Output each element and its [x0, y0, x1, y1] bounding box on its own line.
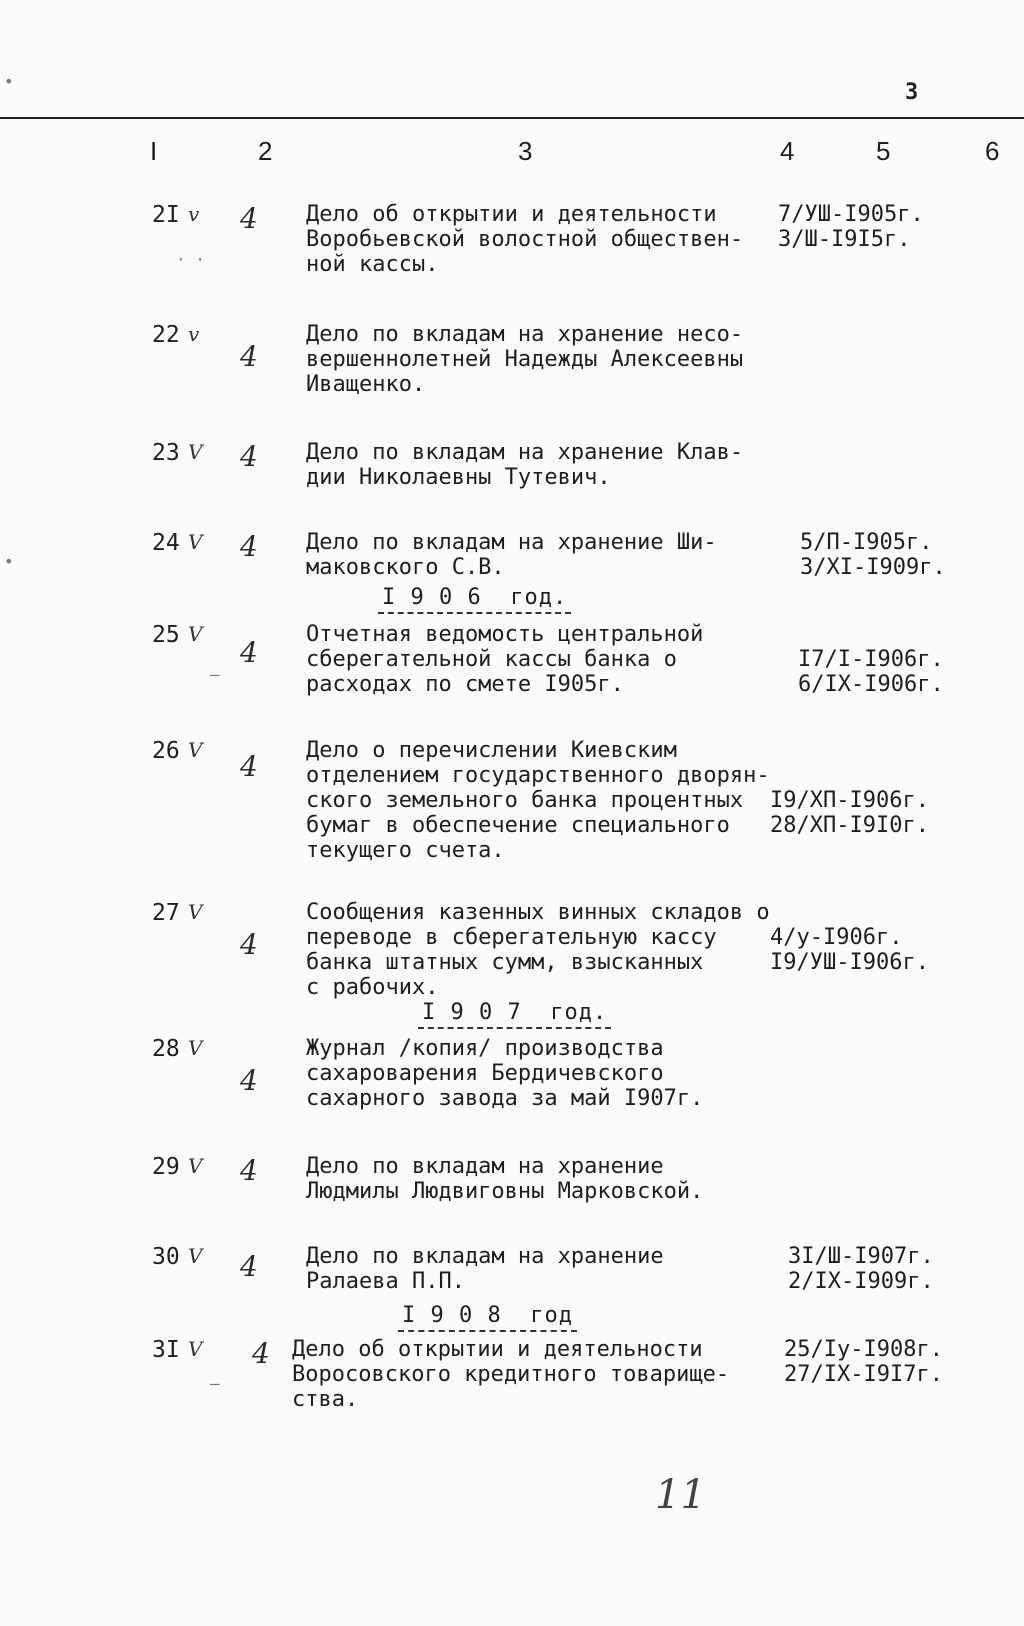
- entry-description: Дело по вкладам на хранение Клав- дии Николаевны Тутевич.: [306, 440, 744, 490]
- entry-description: Дело об открытии и деятельности Воробьевской волостной обществен- ной кассы.: [306, 202, 744, 277]
- year-heading-text: I 9 0 7 год.: [418, 1000, 611, 1029]
- handwritten-mark: 4: [240, 530, 258, 563]
- check-mark-icon: V: [188, 1154, 203, 1178]
- entry-number: 3I: [152, 1337, 180, 1363]
- column-header: 5: [876, 136, 891, 166]
- page-number: 3: [905, 80, 920, 105]
- entry-description: Дело по вкладам на хранение Ши- маковского С.В.: [306, 530, 717, 580]
- entry-number: 23: [152, 440, 180, 466]
- handwritten-mark: 4: [240, 636, 258, 669]
- year-heading-text: I 9 0 6 год.: [378, 585, 571, 614]
- check-mark-icon: V: [188, 1036, 203, 1060]
- entry-description: Дело об открытии и деятельности Воросовского кредитного товарище- ства.: [292, 1337, 730, 1412]
- scan-speck-icon: –: [210, 1374, 220, 1393]
- check-mark-icon: v: [188, 202, 200, 226]
- entry-number: 26: [152, 738, 180, 764]
- scan-speck-icon: •: [4, 552, 14, 571]
- handwritten-mark: 4: [240, 1154, 258, 1187]
- entry-number: 25: [152, 622, 180, 648]
- handwritten-mark: 4: [240, 1064, 258, 1097]
- column-header: 3: [518, 136, 533, 166]
- entry-number: 28: [152, 1036, 180, 1062]
- year-heading: [378, 585, 571, 610]
- year-heading: [398, 1303, 577, 1328]
- entry-description: Сообщения казенных винных складов о переводе в сберегательную кассу банка штатных сумм, взысканных с рабочих.: [306, 900, 770, 1000]
- entry-dates: 5/П-I905г. 3/XI-I909г.: [800, 530, 946, 580]
- entry-dates: 25/Iу-I908г. 27/IХ-I9I7г.: [784, 1337, 943, 1387]
- entry-number: 27: [152, 900, 180, 926]
- handwritten-mark: 4: [240, 202, 258, 235]
- handwritten-mark: 4: [240, 750, 258, 783]
- year-heading-text: I 9 0 8 год: [398, 1303, 577, 1332]
- column-header: 4: [780, 136, 795, 166]
- entry-description: Журнал /копия/ производства сахароварения Бердичевского сахарного завода за май I907г.: [306, 1036, 704, 1111]
- handwritten-mark: 4: [240, 928, 258, 961]
- check-mark-icon: V: [188, 530, 203, 554]
- entry-description: Дело о перечислении Киевским отделением государственного дворян- ского земельного банка процентных бумаг в обеспечение специального текущего счета.: [306, 738, 770, 863]
- scan-speck-icon: –: [210, 665, 220, 684]
- handwritten-mark: 4: [240, 440, 258, 473]
- check-mark-icon: V: [188, 1337, 203, 1361]
- check-mark-icon: v: [188, 322, 200, 346]
- entry-description: Отчетная ведомость центральной сберегательной кассы банка о расходах по смете I905г.: [306, 622, 704, 697]
- entry-number: 22: [152, 322, 180, 348]
- entry-dates: I7/I-I906г. 6/IХ-I906г.: [798, 647, 944, 697]
- check-mark-icon: V: [188, 622, 203, 646]
- entry-number: 2I: [152, 202, 180, 228]
- entry-number: 30: [152, 1244, 180, 1270]
- scan-speck-icon: · ·: [176, 250, 205, 269]
- check-mark-icon: V: [188, 440, 203, 464]
- entry-description: Дело по вкладам на хранение несо- вершеннолетней Надежды Алексеевны Иващенко.: [306, 322, 744, 397]
- handwritten-signature: 11: [655, 1472, 706, 1518]
- handwritten-mark: 4: [240, 340, 258, 373]
- entry-dates: 7/УШ-I905г. 3/Ш-I9I5г.: [778, 202, 924, 252]
- column-header: 6: [985, 136, 1000, 166]
- column-header: 2: [258, 136, 273, 166]
- year-heading: [418, 1000, 611, 1025]
- handwritten-mark: 4: [252, 1337, 270, 1370]
- handwritten-mark: 4: [240, 1250, 258, 1283]
- entry-number: 29: [152, 1154, 180, 1180]
- entry-dates: I9/ХП-I906г. 28/ХП-I9I0г.: [770, 788, 929, 838]
- check-mark-icon: V: [188, 738, 203, 762]
- check-mark-icon: V: [188, 900, 203, 924]
- scan-speck-icon: •: [4, 72, 14, 91]
- entry-dates: 3I/Ш-I907г. 2/IХ-I909г.: [788, 1244, 934, 1294]
- check-mark-icon: V: [188, 1244, 203, 1268]
- entry-dates: 4/у-I906г. I9/УШ-I906г.: [770, 925, 929, 975]
- entry-number: 24: [152, 530, 180, 556]
- entry-description: Дело по вкладам на хранение Людмилы Людвиговны Марковской.: [306, 1154, 704, 1204]
- header-rule: [0, 117, 1024, 119]
- column-header: I: [150, 136, 158, 166]
- entry-description: Дело по вкладам на хранение Ралаева П.П.: [306, 1244, 664, 1294]
